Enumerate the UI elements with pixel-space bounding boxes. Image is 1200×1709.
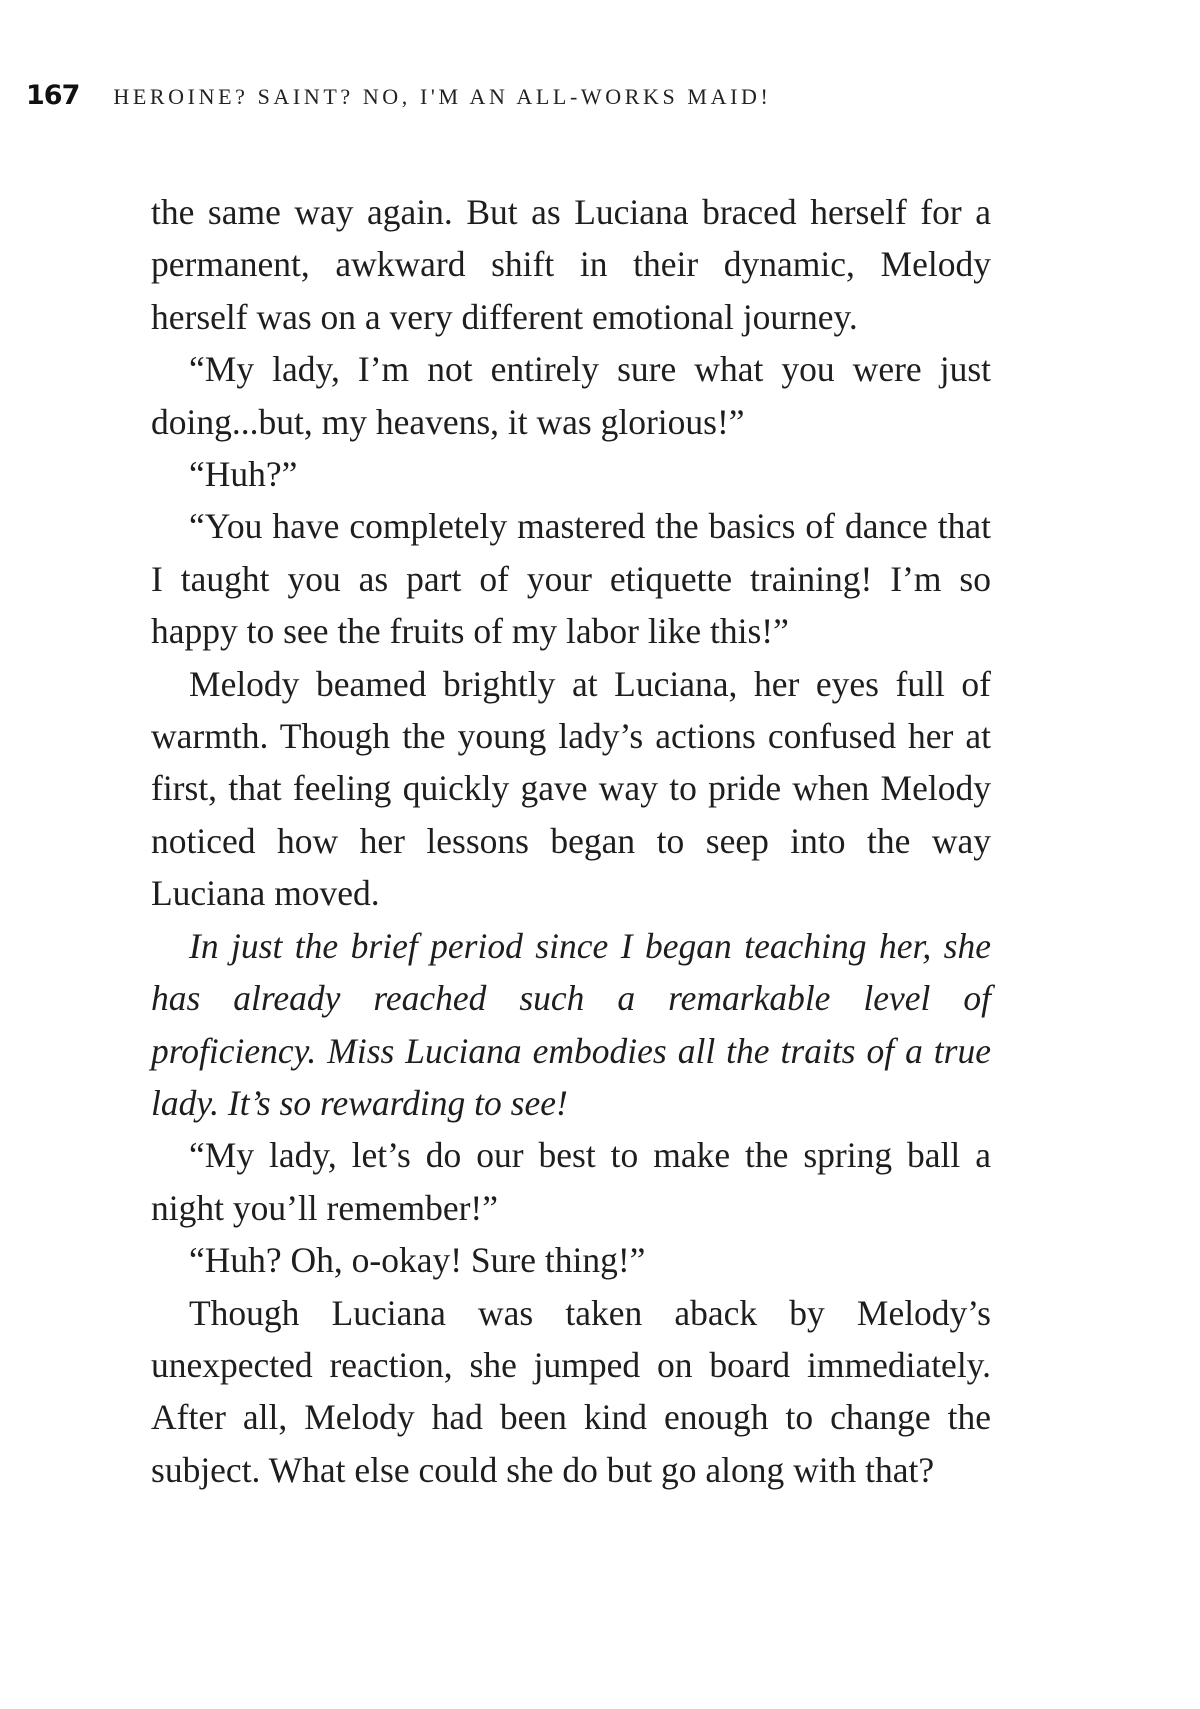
body-text — [151, 186, 991, 1496]
paragraph-dialogue: “My lady, I’m not entirely sure what you were just doing...but, my heavens, it was glorious!” — [151, 349, 991, 442]
page-number: 167 — [26, 80, 80, 111]
paragraph-dialogue: “My lady, let’s do our best to make the spring ball a night you’ll remember!” — [151, 1135, 991, 1228]
paragraph-dialogue: “You have completely mastered the basics of dance that I taught you as part of your etiquette training! I’m so happy to see the fruits of my labor like this!” — [151, 506, 991, 652]
paragraph-continued: the same way again. But as Luciana braced herself for a permanent, awkward shift in their dynamic, Melody herself was on a very different emotional journey. — [151, 192, 991, 337]
paragraph-dialogue: “Huh? Oh, o-okay! Sure thing!” — [189, 1240, 646, 1281]
running-head — [26, 80, 1126, 120]
paragraph: Though Luciana was taken aback by Melody’s unexpected reaction, she jumped on board immediately. After all, Melody had been kind enough to change the subject. What else could she do but go along with that? — [151, 1292, 991, 1490]
paragraph-inner-thought: In just the brief period since I began teaching her, she has already reached such a remarkable level of proficiency. Miss Luciana embodies all the traits of a true lady. It’s so rewarding to see! — [151, 925, 991, 1123]
book-title: HEROINE? SAINT? NO, I'M AN ALL-WORKS MAID! — [113, 84, 772, 109]
paragraph: Melody beamed brightly at Luciana, her eyes full of warmth. Though the young lady’s actions confused her at first, that feeling quickly gave way to pride when Melody noticed how her lessons began to seep into the way Luciana moved. — [151, 663, 991, 914]
paragraph-dialogue: “Huh?” — [189, 454, 298, 495]
